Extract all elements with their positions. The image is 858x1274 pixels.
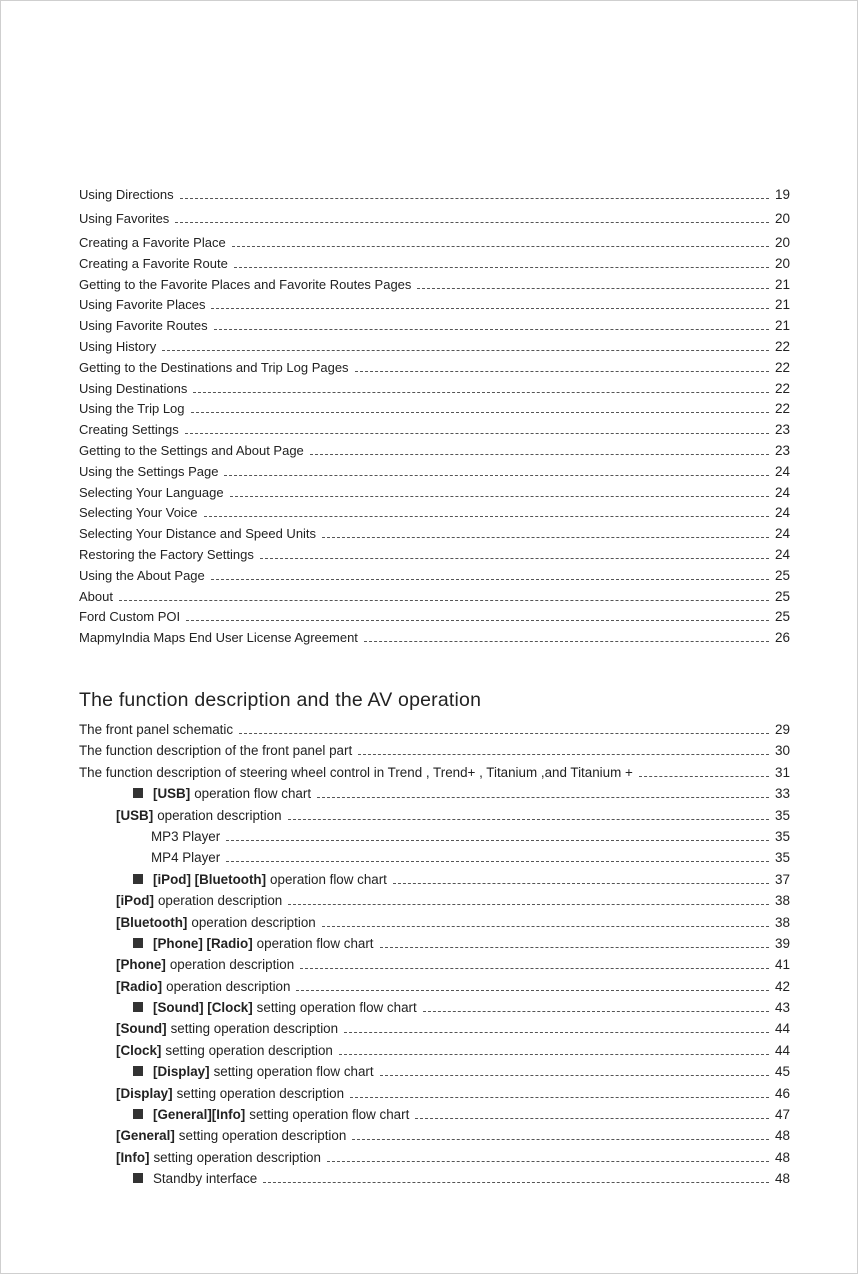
entry-title [79,526,316,541]
entry-tag: [USB] [153,786,191,802]
toc-navigation-section [79,187,797,651]
dot-leader [344,1032,769,1033]
entry-text: Selecting Your Language [79,484,224,500]
entry-title [79,568,205,583]
entry-text: Creating a Favorite Route [79,255,228,271]
entry-text: MP4 Player [151,850,221,866]
square-bullet-icon [133,788,143,798]
dot-leader [380,947,769,948]
entry-title [79,464,218,479]
entry-tag: [iPod] [Bluetooth] [153,871,267,887]
toc-entry[interactable] [79,235,797,256]
entry-page-number: 39 [775,935,791,951]
entry-page-number: 24 [775,526,791,542]
dot-leader [327,1161,769,1162]
dot-leader [288,904,769,905]
entry-text: operation flow chart [194,786,312,802]
entry-tag: [Sound] [116,1021,167,1037]
dot-leader [288,819,769,820]
toc-entry[interactable] [79,297,797,318]
section-heading: The function description and the AV operation [79,689,482,711]
dot-leader [224,475,769,476]
square-bullet-icon [133,874,143,884]
entry-title [79,443,304,458]
entry-text: operation description [166,978,291,994]
entry-page-number: 21 [775,318,791,334]
toc-entry[interactable] [79,381,797,402]
toc-entry[interactable] [79,443,797,464]
entry-text: Restoring the Factory Settings [79,546,254,562]
entry-title [79,339,156,354]
entry-tag: [Display] [153,1064,210,1080]
entry-page-number: 41 [775,957,791,973]
entry-text: Using History [79,338,157,354]
toc-entry[interactable] [79,915,797,936]
entry-title [79,401,185,416]
dot-leader [204,516,769,517]
dot-leader [350,1097,769,1098]
toc-entry[interactable] [79,360,797,381]
entry-page-number: 20 [775,255,791,271]
toc-entry[interactable] [79,464,797,485]
toc-entry[interactable] [79,850,797,871]
toc-entry[interactable] [79,936,797,957]
entry-title [79,1086,344,1101]
entry-title [79,318,208,333]
dot-leader [180,198,769,199]
toc-entry[interactable] [79,609,797,630]
entry-text: operation description [191,914,316,930]
entry-text: setting operation description [176,1085,345,1101]
entry-text: Using the About Page [79,567,205,583]
entry-title [79,893,282,908]
dot-leader [186,620,769,621]
toc-entry[interactable] [79,893,797,914]
entry-title [79,381,187,396]
toc-entry[interactable] [79,277,797,298]
entry-page-number: 20 [775,235,791,250]
entry-text: setting operation description [165,1042,333,1058]
entry-title [79,1064,374,1079]
entry-text: setting operation flow chart [213,1064,374,1080]
entry-page-number: 38 [775,914,791,930]
entry-page-number: 31 [775,764,791,780]
toc-entry[interactable] [79,1000,797,1021]
square-bullet-icon [133,1066,143,1076]
dot-leader [322,537,769,538]
entry-page-number: 44 [775,1042,791,1058]
entry-page-number: 42 [775,978,791,994]
dot-leader [162,350,769,351]
dot-leader [191,412,769,413]
entry-page-number: 22 [775,359,791,375]
entry-tag: [Info] [116,1149,150,1165]
dot-leader [358,754,769,755]
entry-title [79,235,226,250]
entry-page-number: 38 [775,893,791,909]
toc-entry[interactable] [79,786,797,807]
toc-entry[interactable] [79,1086,797,1107]
dot-leader [226,840,769,841]
entry-title [79,256,228,271]
entry-page-number: 25 [775,567,791,583]
entry-title [79,505,198,520]
entry-title [79,979,290,994]
toc-entry[interactable] [79,1064,797,1085]
entry-title [79,786,311,801]
dot-leader [355,371,769,372]
entry-text: Using the Trip Log [79,401,185,417]
entry-tag: [Phone] [Radio] [153,935,253,951]
dot-leader [260,558,769,559]
entry-page-number: 47 [775,1107,791,1123]
entry-text: Getting to the Favorite Places and Favorite Routes Pages [79,276,412,292]
dot-leader [239,733,769,734]
toc-entry[interactable] [79,505,797,526]
toc-av-section [79,722,797,1193]
square-bullet-icon [133,1109,143,1119]
square-bullet-icon [133,938,143,948]
entry-page-number: 21 [775,297,791,313]
dot-leader [380,1075,769,1076]
entry-page-number: 26 [775,630,791,646]
entry-title [79,765,633,780]
entry-text: The front panel schematic [79,722,234,737]
entry-text: setting operation flow chart [249,1107,410,1123]
dot-leader [226,861,769,862]
entry-text: operation description [169,957,295,973]
entry-title [79,850,220,865]
dot-leader [339,1054,769,1055]
toc-entry[interactable] [79,743,797,764]
entry-title [79,589,113,604]
toc-entry[interactable] [79,589,797,610]
toc-entry[interactable] [79,1150,797,1171]
dot-leader [211,308,769,309]
entry-text: Using Destinations [79,380,188,396]
dot-leader [417,288,769,289]
entry-title [79,722,233,737]
entry-page-number: 23 [775,442,791,458]
entry-text: Standby interface [153,1171,258,1187]
toc-entry[interactable] [79,401,797,422]
entry-text: operation flow chart [256,935,374,951]
entry-title [79,957,294,972]
entry-text: MP3 Player [151,828,221,844]
entry-page-number: 35 [775,850,791,866]
entry-text: Using Directions [79,187,174,202]
toc-entry[interactable] [79,339,797,360]
entry-page-number: 19 [775,187,791,202]
entry-title [79,609,180,624]
entry-page-number: 22 [775,380,791,396]
entry-title [79,1107,409,1122]
entry-page-number: 35 [775,828,791,844]
dot-leader [393,883,769,884]
entry-tag: [iPod] [116,893,154,909]
entry-page-number: 25 [775,588,791,604]
entry-page-number: 24 [775,484,791,500]
toc-entry[interactable] [79,256,797,277]
square-bullet-icon [133,1002,143,1012]
entry-page-number: 48 [775,1171,791,1187]
entry-page-number: 29 [775,722,791,737]
entry-page-number: 22 [775,338,791,354]
entry-title [79,211,169,226]
entry-text: The function description of the front panel part [79,743,353,759]
entry-text: Using Favorite Routes [79,318,208,334]
entry-page-number: 30 [775,743,791,759]
toc-entry[interactable] [79,957,797,978]
entry-page-number: 44 [775,1021,791,1037]
dot-leader [364,641,769,642]
dot-leader [119,600,769,601]
entry-text: Ford Custom POI [79,609,181,625]
entry-page-number: 46 [775,1085,791,1101]
entry-title [79,808,282,823]
entry-title [79,1000,417,1015]
entry-title [79,187,174,202]
entry-title [79,1128,346,1143]
toc-entry[interactable] [79,630,797,651]
entry-page-number: 48 [775,1149,791,1165]
entry-text: Creating Settings [79,422,179,438]
toc-entry[interactable] [79,829,797,850]
dot-leader [322,926,769,927]
entry-tag: [Display] [116,1085,173,1101]
entry-page-number: 24 [775,463,791,479]
entry-title [79,1021,338,1036]
toc-entry[interactable] [79,526,797,547]
dot-leader [232,246,769,247]
dot-leader [175,222,769,223]
entry-text: setting operation flow chart [256,1000,417,1016]
toc-entry[interactable] [79,568,797,589]
dot-leader [193,392,769,393]
entry-tag: [Bluetooth] [116,914,188,930]
toc-entry[interactable] [79,318,797,339]
entry-tag: [General] [116,1128,175,1144]
entry-text: Using Favorites [79,211,170,226]
toc-entry[interactable] [79,979,797,1000]
entry-title [79,872,387,887]
dot-leader [211,579,769,580]
entry-title [79,915,316,930]
dot-leader [317,797,769,798]
dot-leader [310,454,769,455]
entry-page-number: 21 [775,276,791,292]
entry-page-number: 37 [775,871,791,887]
entry-page-number: 24 [775,546,791,562]
dot-leader [639,776,769,777]
entry-page-number: 20 [775,211,791,226]
dot-leader [185,433,769,434]
entry-page-number: 33 [775,786,791,802]
toc-entry[interactable] [79,422,797,443]
entry-text: Using Favorite Places [79,297,206,313]
dot-leader [234,267,769,268]
toc-entry[interactable] [79,808,797,829]
toc-entry[interactable] [79,1171,797,1192]
entry-title [79,1043,333,1058]
entry-title [79,297,205,312]
entry-text: operation flow chart [270,871,387,887]
entry-text: operation description [157,807,282,823]
entry-text: MapmyIndia Maps End User License Agreement [79,630,358,646]
toc-entry[interactable] [79,1128,797,1149]
toc-entry[interactable] [79,187,797,211]
toc-entry[interactable] [79,211,797,235]
entry-title [79,422,179,437]
dot-leader [352,1139,769,1140]
entry-title [79,485,224,500]
entry-title [79,360,349,375]
entry-title [79,936,374,951]
entry-page-number: 24 [775,505,791,521]
dot-leader [296,990,769,991]
entry-title [79,1150,321,1165]
entry-page-number: 48 [775,1128,791,1144]
entry-text: Creating a Favorite Place [79,235,226,250]
toc-entry[interactable] [79,485,797,506]
entry-text: setting operation description [170,1021,339,1037]
entry-tag: [Sound] [Clock] [153,1000,253,1016]
entry-text: Getting to the Settings and About Page [79,442,304,458]
dot-leader [214,329,769,330]
toc-entry[interactable] [79,765,797,786]
entry-tag: [Clock] [116,1042,162,1058]
entry-page-number: 35 [775,807,791,823]
entry-text: Selecting Your Voice [79,505,198,521]
toc-entry[interactable] [79,547,797,568]
dot-leader [263,1182,769,1183]
square-bullet-icon [133,1173,143,1183]
toc-entry[interactable] [79,722,797,743]
entry-tag: [Radio] [116,978,163,994]
entry-text: setting operation description [153,1149,321,1165]
entry-title [79,1171,257,1186]
entry-title [79,829,220,844]
toc-entry[interactable] [79,1021,797,1042]
entry-page-number: 25 [775,609,791,625]
entry-text: operation description [157,893,283,909]
entry-tag: [General][Info] [153,1107,246,1123]
entry-text: Using the Settings Page [79,463,219,479]
entry-page-number: 22 [775,401,791,417]
entry-tag: [USB] [116,807,154,823]
entry-page-number: 23 [775,422,791,438]
entry-title [79,277,411,292]
entry-text: About [79,588,113,604]
toc-entry[interactable] [79,872,797,893]
toc-entry[interactable] [79,1107,797,1128]
dot-leader [415,1118,769,1119]
dot-leader [300,968,769,969]
entry-title [79,743,352,758]
entry-text: setting operation description [178,1128,347,1144]
entry-tag: [Phone] [116,957,166,973]
dot-leader [423,1011,769,1012]
entry-title [79,630,358,645]
toc-entry[interactable] [79,1043,797,1064]
entry-text: Getting to the Destinations and Trip Log Pages [79,359,349,375]
entry-page-number: 45 [775,1064,791,1080]
entry-page-number: 43 [775,1000,791,1016]
entry-text: The function description of steering wheel control in Trend , Trend+ , Titanium ,and Titanium + [79,764,633,780]
entry-title [79,547,254,562]
entry-text: Selecting Your Distance and Speed Units [79,526,317,542]
dot-leader [230,496,769,497]
